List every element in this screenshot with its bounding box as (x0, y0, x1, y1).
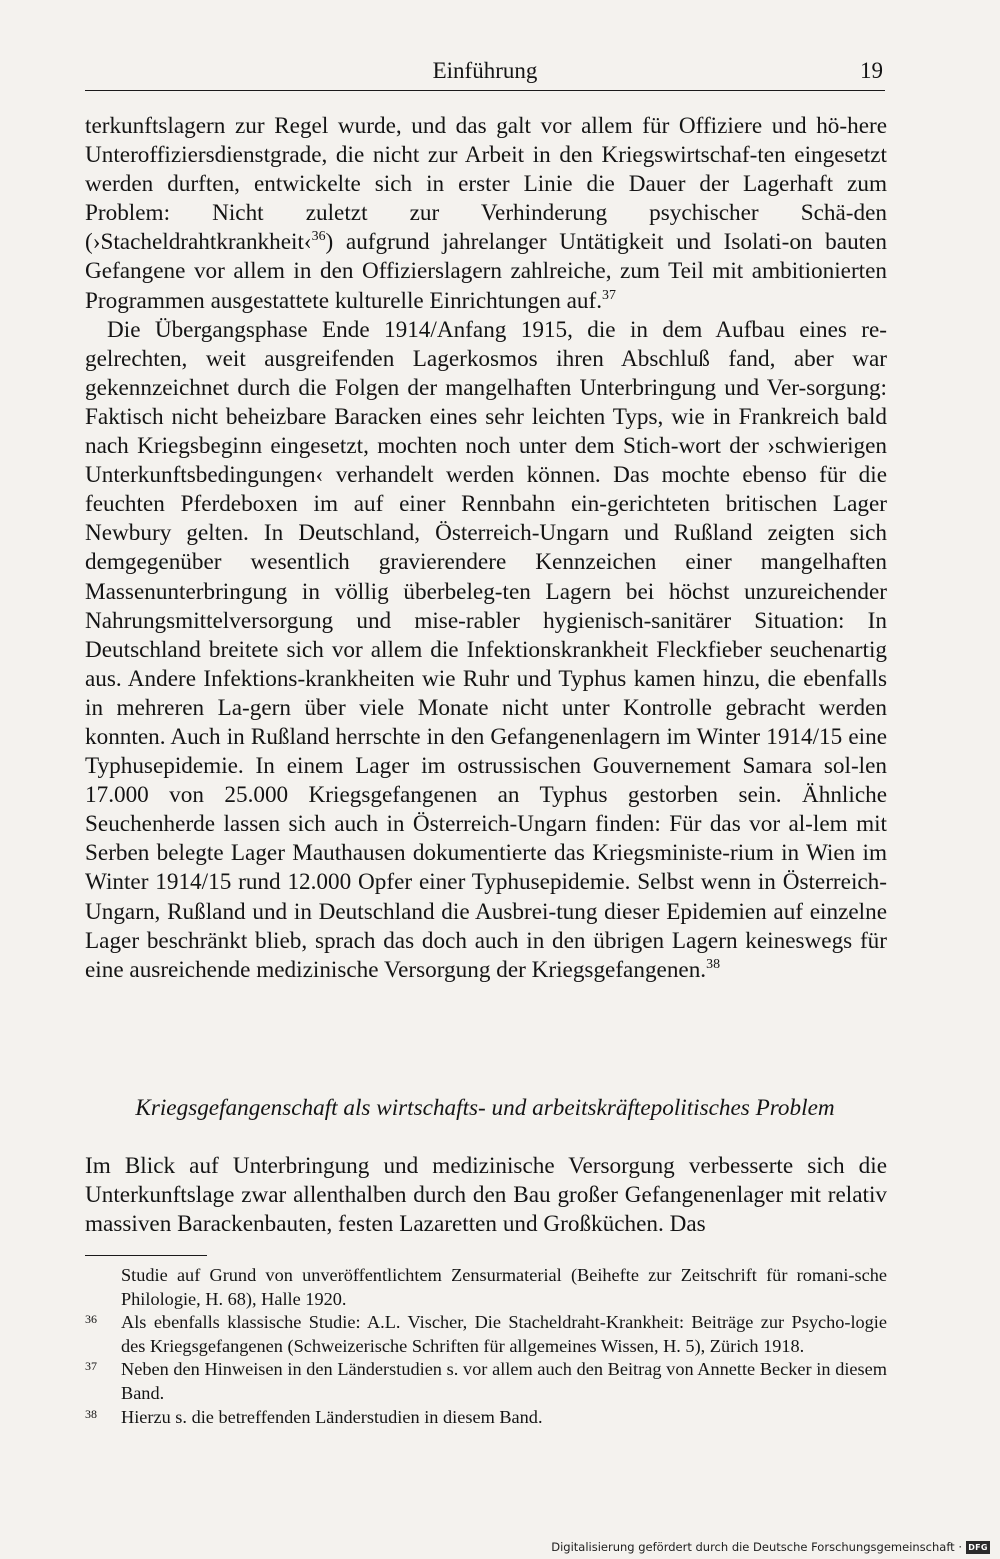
footnote-ref-36: 36 (311, 229, 326, 245)
paragraph-1-text-b: ) aufgrund jahrelanger Untätigkeit und Isolati-on bauten Gefangene vor allem in den Offizierslagern zahlreiche, zum Teil mit ambitionierten Programmen ausgestattete kulturelle Einrichtungen auf. (85, 229, 887, 314)
footnotes (85, 1264, 887, 1429)
footnote-continuation: Studie auf Grund von unveröffentlichtem Zensurmaterial (Beihefte zur Zeitschrift für romani-sche Philologie, H. 68), Halle 1920. (121, 1265, 887, 1309)
paragraph-2-text: Die Übergangsphase Ende 1914/Anfang 1915, die in dem Aufbau eines re-gelrechten, weit ausgreifenden Lagerkosmos ihren Abschluß fand, aber war gekennzeichnet durch die Folgen der mangelhaften Unterbringung und Ver-sorgung: Faktisch nicht beheizbare Baracken eines sehr leichten Typs, wie in Frankreich bald nach Kriegsbeginn eingesetzt, mochten noch unter dem Stich-wort der ›schwierigen Unterkunftsbedingungen‹ verhandelt werden können. Das mochte ebenso für die feuchten Pferdeboxen im auf einer Rennbahn ein-gerichteten britischen Lager Newbury gelten. In Deutschland, Österreich-Ungarn und Rußland zeigten sich demgegenüber wesentlich gravierendere Kennzeichen einer mangelhaften Massenunterbringung in völlig überbeleg-ten Lagern bei höchst unzureichender Nahrungsmittelversorgung und mise-rabler hygienisch-sanitärer Situation: In Deutschland breitete sich vor allem die Infektionskrankheit Fleckfieber seuchenartig aus. Andere Infektions-krankheiten wie Ruhr und Typhus kamen hinzu, die ebenfalls in mehreren La-gern über viele Monate nicht unter Kontrolle gebracht werden konnten. Auch in Rußland herrschte in den Gefangenenlagern im Winter 1914/15 eine Typhusepidemie. In einem Lager im ostrussischen Gouvernement Samara sol-len 17.000 von 25.000 Kriegsgefangenen an Typhus gestorben sein. Ähnliche Seuchenherde lassen sich auch in Österreich-Ungarn finden: Für das vor al-lem mit Serben belegte Lager Mauthausen dokumentierte das Kriegsministe-rium in Wien im Winter 1914/15 rund 12.000 Opfer einer Typhusepidemie. Selbst wenn in Österreich-Ungarn, Rußland und in Deutschland die Ausbrei-tung dieser Epidemien auf einzelne Lager beschränkt blieb, sprach das doch auch in den übrigen Lagern keineswegs für eine ausreichende medizinische Versorgung der Kriegsgefangenen. (85, 316, 887, 983)
running-head (85, 56, 885, 91)
page-number: 19 (860, 58, 883, 83)
paragraph-2 (85, 316, 887, 985)
footnote-38 (85, 1406, 887, 1430)
footnote-ref-38: 38 (706, 956, 721, 972)
footnote-text: Neben den Hinweisen in den Länderstudien s. vor allem auch den Beitrag von Annette Becker in diesem Band. (121, 1359, 887, 1403)
section-text (85, 1152, 887, 1239)
body-text (85, 112, 887, 985)
footnote-36 (85, 1311, 887, 1358)
footnote-37 (85, 1358, 887, 1405)
paragraph-1 (85, 112, 887, 316)
running-title: Einführung (432, 58, 538, 83)
footnote-text: Als ebenfalls klassische Studie: A.L. Vischer, Die Stacheldraht-Krankheit: Beiträge zur Psycho-logie des Kriegsgefangenen (Schweizerische Schriften für allgemeines Wissen, H. 5), Zürich 1918. (121, 1312, 887, 1356)
section-paragraph-1: Im Blick auf Unterbringung und medizinische Versorgung verbesserte sich die Unterkunftslage zwar allenthalben durch den Bau großer Gefangenenlager mit relativ massiven Barackenbauten, festen Lazaretten und Großküchen. Das (85, 1153, 887, 1238)
footnote-separator (85, 1255, 207, 1256)
footnote-number: 37 (85, 1359, 97, 1374)
footnote-ref-37: 37 (602, 287, 616, 303)
paragraph-1-text-a: terkunftslagern zur Regel wurde, und das galt vor allem für Offiziere und hö-here Unteroffiziersdienstgrade, die nicht zur Arbeit in den Kriegswirtschaf-ten eingesetzt werden durften, entwickelte sich in erster Linie die Dauer der Lagerhaft zum Problem: Nicht zuletzt zur Verhinderung psychischer Schä-den (›Stacheldrahtkrankheit‹ (85, 113, 887, 256)
footnote-number: 38 (85, 1406, 97, 1421)
digitization-note (551, 1539, 990, 1555)
section-heading: Kriegsgefangenschaft als wirtschafts- und arbeitskräftepolitisches Problem (135, 1095, 835, 1121)
footnote-text: Hierzu s. die betreffenden Länderstudien in diesem Band. (121, 1406, 543, 1427)
digitization-text: Digitalisierung gefördert durch die Deutsche Forschungsgemeinschaft · (551, 1540, 962, 1554)
footnote-number: 36 (85, 1312, 97, 1327)
dfg-logo: DFG (966, 1541, 990, 1554)
